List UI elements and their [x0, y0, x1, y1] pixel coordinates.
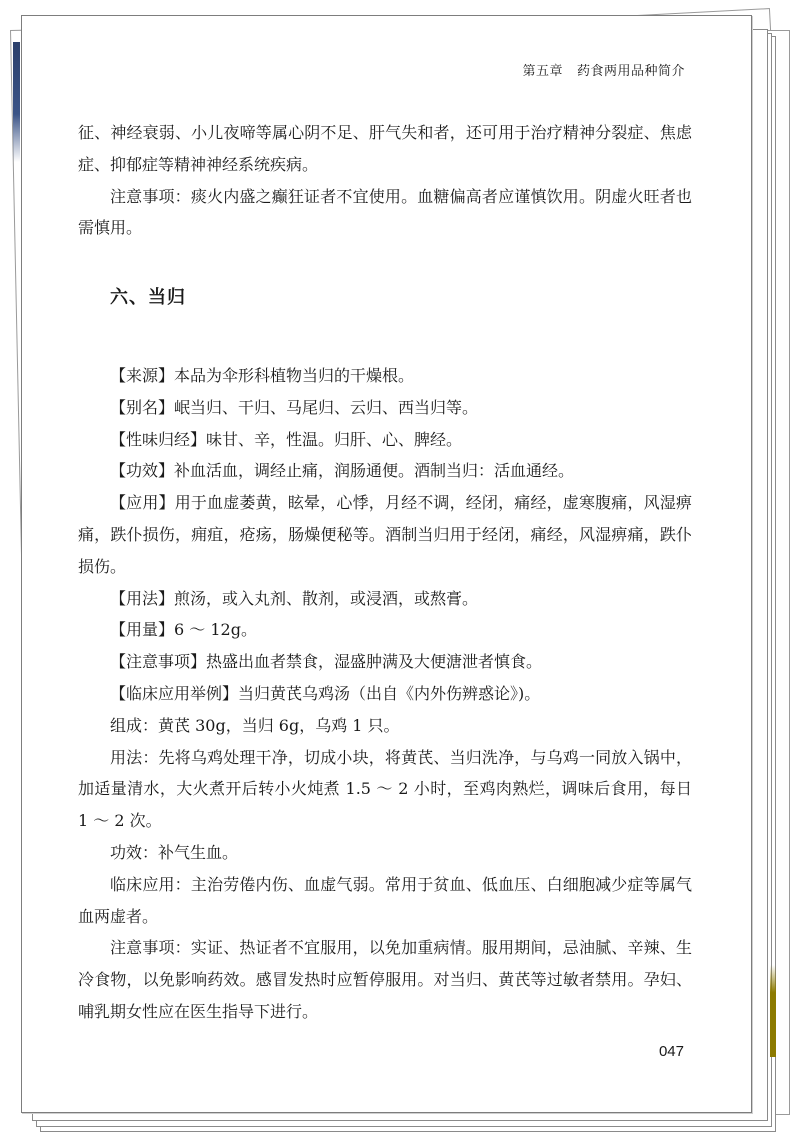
- item-efficacy: [78, 455, 692, 487]
- recipe-clinical-use: 临床应用：主治劳倦内伤、血虚气弱。常用于贫血、低血压、白细胞减少症等属气血两虚者。: [78, 874, 692, 926]
- recipe-method: 用法：先将乌鸡处理干净，切成小块，将黄芪、当归洗净，与乌鸡一同放入锅中，加适量清水，大火煮开后转小火炖煮 1.5 ～ 2 小时，至鸡肉熟烂，调味后食用，每日 1 ～ 2 次。: [78, 747, 692, 831]
- item-tag: 【用量】: [110, 620, 175, 640]
- item-dosage: [78, 614, 692, 646]
- item-tag: 【注意事项】: [110, 652, 207, 672]
- item-tag: 【别名】: [110, 397, 175, 417]
- item-precautions: [78, 646, 692, 678]
- item-tag: 【用法】: [110, 588, 175, 608]
- book-page: [21, 15, 752, 1113]
- page-number: 047: [658, 1043, 684, 1060]
- item-source: [78, 360, 692, 392]
- background-page-blue-edge: [13, 42, 20, 162]
- item-text: 煎汤，或入丸剂、散剂，或浸酒，或熬膏。: [174, 588, 479, 608]
- item-text: 补血活血，调经止痛，润肠通便。酒制当归：活血通经。: [174, 461, 575, 481]
- item-tag: 【功效】: [110, 461, 175, 481]
- item-text: 当归黄芪乌鸡汤（出自《内外伤辨惑论》)。: [238, 683, 541, 703]
- item-text: 6 ～ 12g。: [174, 620, 257, 640]
- item-text: 用于血虚萎黄，眩晕，心悸，月经不调，经闭，痛经，虚寒腹痛，风湿痹痛，跌仆损伤，痈疽，疮疡，肠燥便秘等。酒制当归用于经闭，痛经，风湿痹痛，跌仆损伤。: [78, 493, 692, 576]
- section-title: 六、当归: [110, 287, 186, 309]
- chapter-number: 第五章: [522, 64, 563, 79]
- item-text: 本品为伞形科植物当归的干燥根。: [174, 365, 415, 385]
- item-text: 热盛出血者禁食，湿盛肿满及大便溏泄者慎食。: [206, 652, 543, 672]
- recipe-effect: 功效：补气生血。: [110, 842, 239, 862]
- item-application: [78, 487, 692, 582]
- recipe-caution: 注意事项：实证、热证者不宜服用，以免加重病情。服用期间，忌油腻、辛辣、生冷食物，以免影响药效。感冒发热时应暂停服用。对当归、黄芪等过敏者禁用。孕妇、哺乳期女性应在医生指导下进行。: [78, 938, 692, 1021]
- background-page-olive-edge: [770, 965, 776, 1057]
- continuation-paragraph: 征、神经衰弱、小儿夜啼等属心阴不足、肝气失和者，还可用于治疗精神分裂症、焦虑症、抑郁症等精神神经系统疾病。: [78, 123, 692, 174]
- item-usage: [78, 583, 692, 615]
- recipe-composition: 组成：黄芪 30g，当归 6g，乌鸡 1 只。: [110, 715, 400, 735]
- item-clinical-example: [78, 678, 692, 710]
- item-nature-meridian: [78, 424, 692, 456]
- page-content: [78, 117, 692, 1028]
- item-aliases: [78, 392, 692, 424]
- chapter-title: 药食两用品种简介: [576, 64, 685, 79]
- intro-caution-paragraph: 注意事项：痰火内盛之癫狂证者不宜使用。血糖偏高者应谨慎饮用。阴虚火旺者也需慎用。: [78, 186, 692, 238]
- item-tag: 【性味归经】: [110, 429, 207, 449]
- item-text: 岷当归、干归、马尾归、云归、西当归等。: [174, 397, 479, 417]
- item-tag: 【应用】: [110, 493, 175, 513]
- item-tag: 【来源】: [110, 365, 175, 385]
- item-tag: 【临床应用举例】: [110, 683, 239, 703]
- running-header: [522, 60, 685, 79]
- item-text: 味甘、辛，性温。归肝、心、脾经。: [206, 429, 463, 449]
